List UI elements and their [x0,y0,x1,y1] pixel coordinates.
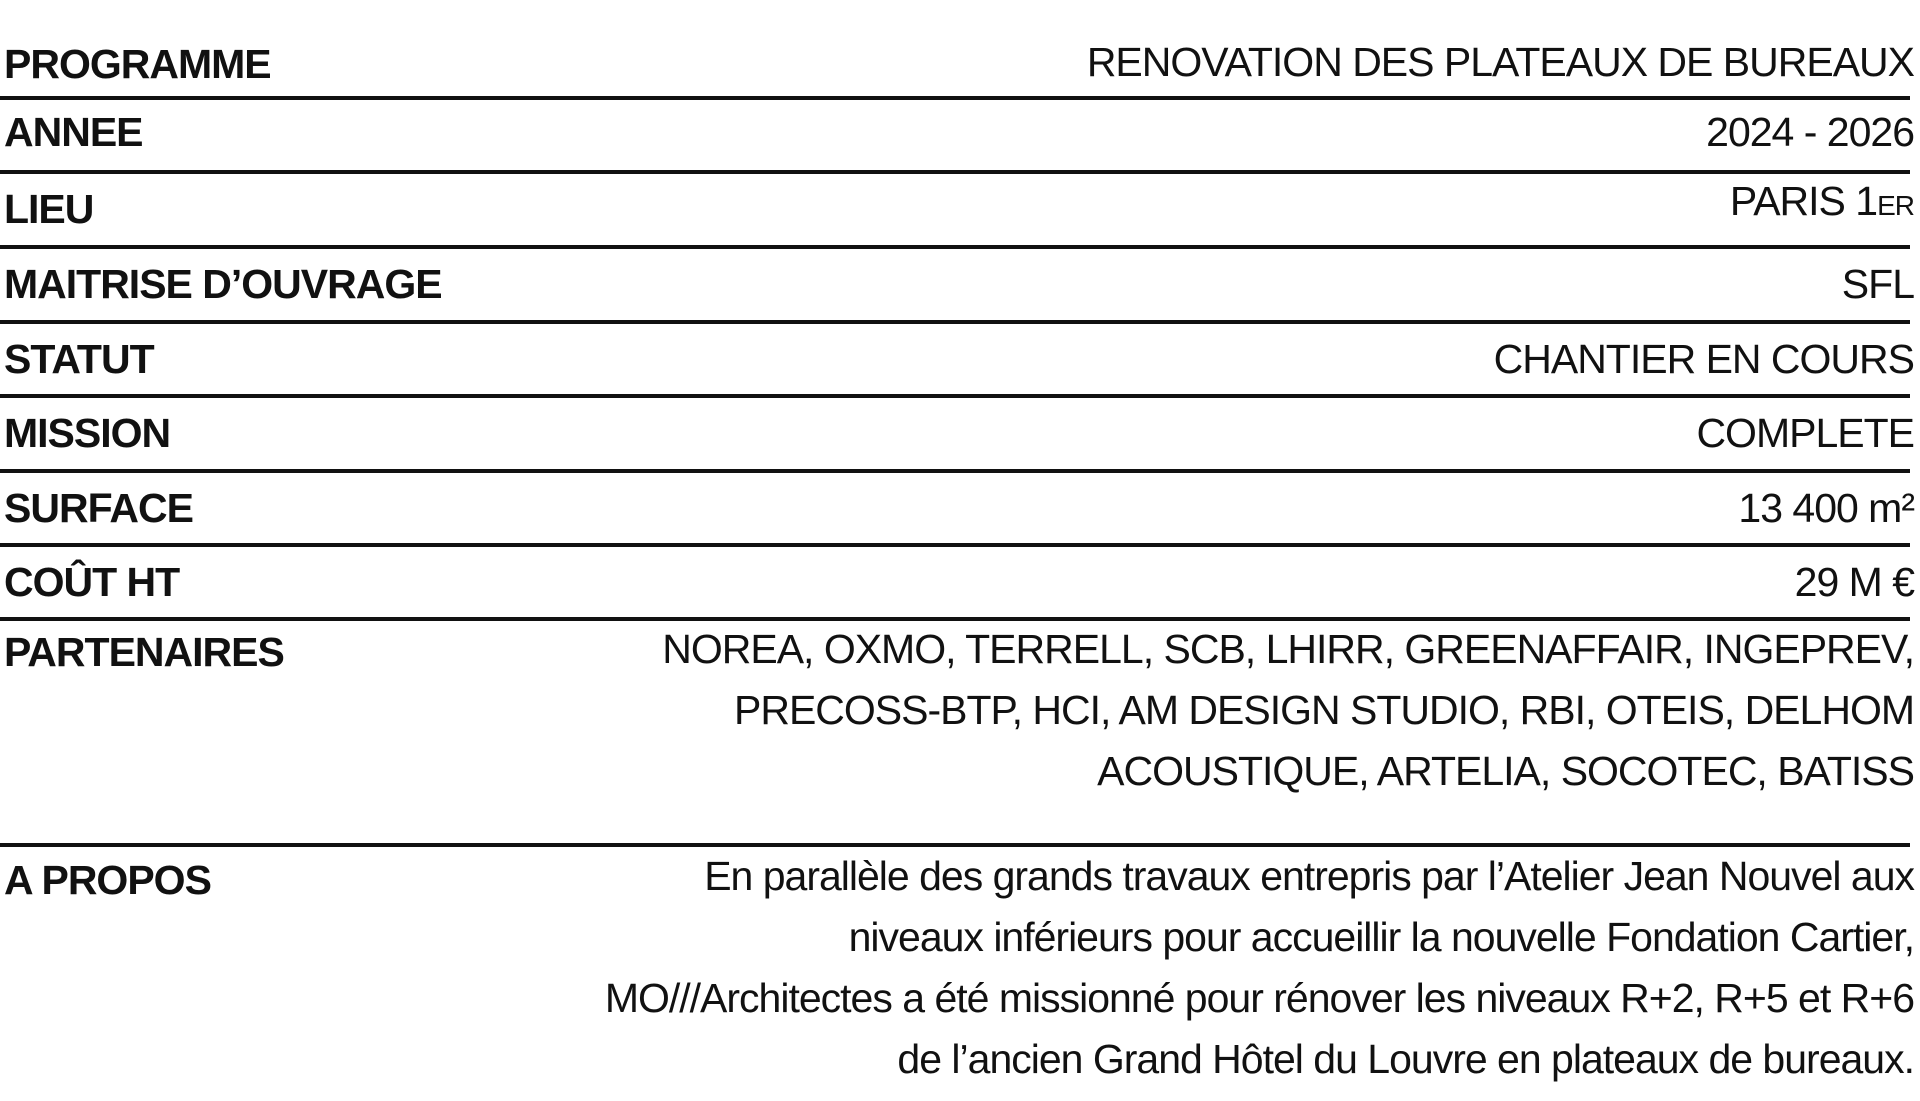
row-divider [0,543,1910,547]
value-lieu-main: PARIS 1 [1729,178,1878,224]
row-divider [0,96,1910,100]
value-surface: 13 400 m² [1738,485,1914,531]
value-statut: CHANTIER EN COURS [1493,336,1914,382]
value-programme: RENOVATION DES PLATEAUX DE BUREAUX [1086,39,1914,85]
row-divider [0,469,1910,473]
value-partenaires [662,619,1914,802]
row-divider [0,245,1910,249]
row-divider [0,394,1910,398]
value-mission: COMPLETE [1696,410,1914,456]
label-lieu: LIEU [4,186,94,232]
row-divider [0,170,1910,174]
a-propos-line: de l’ancien Grand Hôtel du Louvre en plateaux de bureaux. [897,1036,1914,1082]
label-statut: STATUT [4,336,154,382]
value-maitrise-ouvrage: SFL [1841,261,1914,307]
label-a-propos: A PROPOS [4,857,211,903]
a-propos-line: En parallèle des grands travaux entrepris par l’Atelier Jean Nouvel aux [704,853,1914,899]
label-annee: ANNEE [4,109,143,155]
value-lieu-suffix: ER [1877,190,1914,221]
label-surface: SURFACE [4,485,193,531]
label-maitrise-ouvrage: MAITRISE D’OUVRAGE [4,261,442,307]
value-a-propos [605,846,1914,1090]
value-cout-ht: 29 M € [1794,559,1914,605]
value-lieu [1729,178,1914,224]
value-annee: 2024 - 2026 [1706,109,1914,155]
label-partenaires: PARTENAIRES [4,629,284,675]
partenaires-line: NOREA, OXMO, TERRELL, SCB, LHIRR, GREENAFFAIR, INGEPREV, [662,626,1914,672]
partenaires-line: ACOUSTIQUE, ARTELIA, SOCOTEC, BATISS [1097,748,1914,794]
a-propos-line: MO///Architectes a été missionné pour rénover les niveaux R+2, R+5 et R+6 [604,975,1914,1021]
label-programme: PROGRAMME [4,41,271,87]
label-mission: MISSION [4,410,171,456]
label-cout-ht: COÛT HT [4,559,180,605]
a-propos-line: niveaux inférieurs pour accueillir la nouvelle Fondation Cartier, [848,914,1914,960]
partenaires-line: PRECOSS-BTP, HCI, AM DESIGN STUDIO, RBI, OTEIS, DELHOM [733,687,1914,733]
row-divider [0,320,1910,324]
